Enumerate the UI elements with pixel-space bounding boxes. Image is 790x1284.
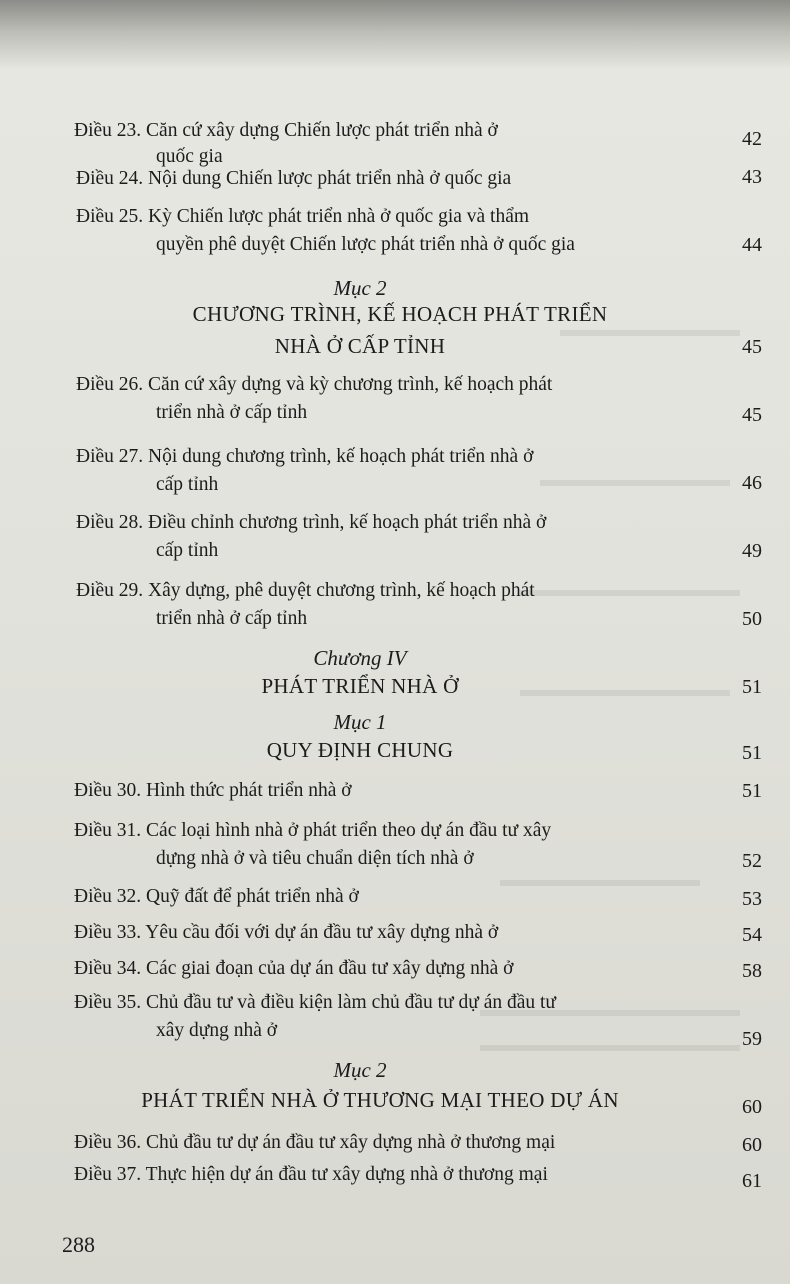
section-muc2-b-page: 60: [742, 1096, 762, 1118]
section-muc1-page: 51: [742, 742, 762, 764]
toc-entry-23-cont: quốc gia: [156, 146, 223, 167]
chapter-page: 51: [742, 676, 762, 698]
toc-entry-35[interactable]: Điều 35. Chủ đầu tư và điều kiện làm chủ đầu tư dự án đầu tư: [74, 992, 557, 1013]
toc-entry-35-cont: xây dựng nhà ở: [156, 1020, 278, 1041]
toc-entry-32-page: 53: [742, 888, 762, 910]
toc-entry-33-page: 54: [742, 924, 762, 946]
toc-entry-36-page: 60: [742, 1134, 762, 1156]
toc-entry-23[interactable]: Điều 23. Căn cứ xây dựng Chiến lược phát triển nhà ở: [74, 120, 498, 141]
toc-entry-37-page: 61: [742, 1170, 762, 1192]
toc-entry-26[interactable]: Điều 26. Căn cứ xây dựng và kỳ chương trình, kế hoạch phát: [76, 374, 553, 395]
toc-entry-23-page: 42: [742, 128, 762, 150]
toc-entry-31[interactable]: Điều 31. Các loại hình nhà ở phát triển theo dự án đầu tư xây: [74, 820, 552, 841]
toc-entry-25-cont: quyền phê duyệt Chiến lược phát triển nhà ở quốc gia: [156, 234, 575, 255]
section-title-line2: NHÀ Ở CẤP TỈNH: [274, 334, 446, 358]
toc-entry-27-page: 46: [742, 472, 762, 494]
page-top-shadow: [0, 0, 790, 70]
toc-entry-35-page: 59: [742, 1028, 762, 1050]
page-number: 288: [62, 1232, 95, 1257]
toc-entry-34[interactable]: Điều 34. Các giai đoạn của dự án đầu tư xây dựng nhà ở: [74, 958, 514, 979]
chapter-title: PHÁT TRIỂN NHÀ Ở: [261, 674, 459, 698]
toc-entry-27[interactable]: Điều 27. Nội dung chương trình, kế hoạch phát triển nhà ở: [76, 446, 534, 467]
toc-entry-28-cont: cấp tỉnh: [156, 540, 219, 561]
toc-entry-24-page: 43: [742, 166, 762, 188]
chapter-label: Chương IV: [313, 646, 407, 670]
toc-entry-27-cont: cấp tỉnh: [156, 474, 219, 495]
toc-entry-34-page: 58: [742, 960, 762, 982]
toc-entry-37[interactable]: Điều 37. Thực hiện dự án đầu tư xây dựng nhà ở thương mại: [74, 1164, 548, 1185]
section-title-line1: CHƯƠNG TRÌNH, KẾ HOẠCH PHÁT TRIỂN: [192, 302, 608, 326]
toc-entry-29-cont: triển nhà ở cấp tỉnh: [156, 608, 308, 629]
toc-entry-29[interactable]: Điều 29. Xây dựng, phê duyệt chương trình, kế hoạch phát: [76, 580, 535, 601]
toc-entry-25[interactable]: Điều 25. Kỳ Chiến lược phát triển nhà ở quốc gia và thẩm: [76, 206, 530, 227]
toc-entry-25-page: 44: [742, 234, 762, 256]
toc-entry-26-cont: triển nhà ở cấp tỉnh: [156, 402, 308, 423]
section-label-muc2-a: Mục 2: [333, 276, 387, 300]
section-label-muc2-b: Mục 2: [333, 1058, 387, 1082]
section-muc2-a-page: 45: [742, 336, 762, 358]
toc-entry-33[interactable]: Điều 33. Yêu cầu đối với dự án đầu tư xây dựng nhà ở: [74, 922, 499, 943]
toc-entry-36[interactable]: Điều 36. Chủ đầu tư dự án đầu tư xây dựng nhà ở thương mại: [74, 1132, 556, 1153]
section-title-muc2-b: PHÁT TRIỂN NHÀ Ở THƯƠNG MẠI THEO DỰ ÁN: [141, 1088, 619, 1112]
section-title-muc1: QUY ĐỊNH CHUNG: [266, 738, 454, 762]
toc-entry-31-page: 52: [742, 850, 762, 872]
toc-entry-30-page: 51: [742, 780, 762, 802]
toc-entry-28-page: 49: [742, 540, 762, 562]
section-label-muc1: Mục 1: [333, 710, 387, 734]
toc-entry-31-cont: dựng nhà ở và tiêu chuẩn diện tích nhà ở: [156, 848, 474, 869]
toc-entry-28[interactable]: Điều 28. Điều chỉnh chương trình, kế hoạch phát triển nhà ở: [76, 512, 547, 533]
toc-entry-26-page: 45: [742, 404, 762, 426]
toc-entry-29-page: 50: [742, 608, 762, 630]
toc-entry-24[interactable]: Điều 24. Nội dung Chiến lược phát triển nhà ở quốc gia: [76, 168, 512, 189]
toc-entry-32[interactable]: Điều 32. Quỹ đất để phát triển nhà ở: [74, 886, 359, 907]
toc-entry-30[interactable]: Điều 30. Hình thức phát triển nhà ở: [74, 780, 352, 801]
